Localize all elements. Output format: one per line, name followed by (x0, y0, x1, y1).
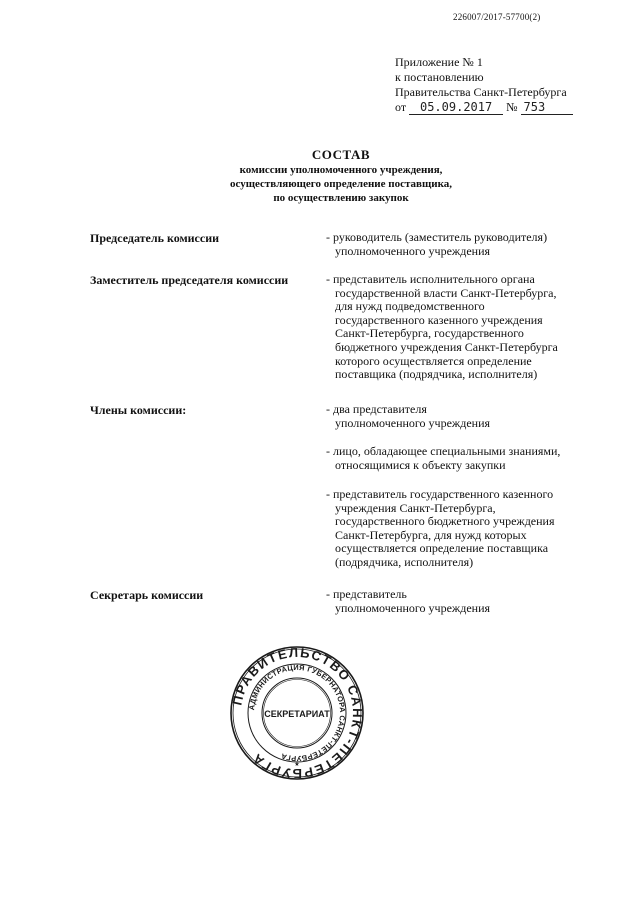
secretary-description (326, 588, 596, 615)
description-line: (подрядчика, исполнителя) (335, 554, 474, 569)
description-line: бюджетного учреждения Санкт-Петербурга (335, 339, 558, 354)
seal-inner-text: АДМИНИСТРАЦИЯ ГУБЕРНАТОРА САНКТ-ПЕТЕРБУРГА (247, 662, 348, 764)
description-line: уполномоченного учреждения (335, 415, 491, 430)
description-line: уполномоченного учреждения (335, 600, 491, 615)
role-chairman: Председатель комиссии (90, 231, 220, 245)
official-seal-stamp (229, 645, 365, 781)
member-item-2 (326, 445, 596, 472)
description-line: уполномоченного учреждения (335, 243, 491, 258)
appendix-line-2: к постановлению (395, 70, 484, 84)
document-subtitle-line-1: комиссии уполномоченного учреждения, (239, 164, 443, 176)
document-registration-number: 226007/2017-57700(2) (453, 12, 541, 22)
description-line: государственного казенного учреждения (335, 312, 543, 327)
seal-center-text: СЕКРЕТАРИАТ (264, 709, 330, 719)
document-title-block (0, 147, 640, 205)
role-deputy-chairman: Заместитель председателя комиссии (90, 273, 289, 287)
description-line: - представитель исполнительного органа (326, 272, 535, 286)
appendix-block (395, 55, 595, 115)
description-line: государственной власти Санкт-Петербурга, (335, 285, 557, 300)
description-line: - лицо, обладающее специальными знаниями, (326, 444, 561, 458)
document-title: СОСТАВ (311, 147, 371, 162)
description-line: осуществляется определение поставщика (335, 541, 549, 556)
resolution-date: 05.09.2017 (409, 100, 503, 115)
description-line: для нужд подведомственного (335, 299, 485, 314)
description-line: - представитель государственного казенного (326, 487, 554, 501)
description-line: Санкт-Петербурга, государственного (335, 326, 524, 341)
description-line: учреждения Санкт-Петербурга, (335, 500, 496, 515)
appendix-line-1: Приложение № 1 (395, 55, 483, 69)
description-line: государственного бюджетного учреждения (335, 514, 555, 529)
description-line: - руководитель (заместитель руководителя) (326, 230, 548, 244)
chairman-description (326, 231, 596, 258)
description-line: - представитель (326, 587, 407, 601)
description-line: Санкт-Петербурга, для нужд которых (335, 527, 527, 542)
appendix-date-row (395, 100, 595, 115)
description-line: относящимися к объекту закупки (335, 457, 506, 472)
document-subtitle-line-2: осуществляющего определение поставщика, (229, 178, 453, 190)
member-item-3 (326, 488, 596, 570)
role-members: Члены комиссии: (90, 403, 187, 417)
description-line: поставщика (подрядчика, исполнителя) (335, 367, 538, 382)
resolution-number: 753 (521, 100, 573, 115)
member-item-1 (326, 403, 596, 430)
seal-outer-text: ПРАВИТЕЛЬСТВО САНКТ-ПЕТЕРБУРГА (229, 645, 365, 781)
deputy-chairman-description (326, 273, 596, 382)
from-label: от (395, 100, 407, 114)
appendix-line-3: Правительства Санкт-Петербурга (395, 85, 567, 99)
number-label: № (506, 100, 518, 114)
description-line: которого осуществляется определение (335, 353, 532, 368)
seal-star-icon: ★ (294, 761, 300, 768)
description-line: - два представителя (326, 402, 427, 416)
role-secretary: Секретарь комиссии (90, 588, 204, 602)
document-subtitle-line-3: по осуществлению закупок (273, 192, 409, 204)
